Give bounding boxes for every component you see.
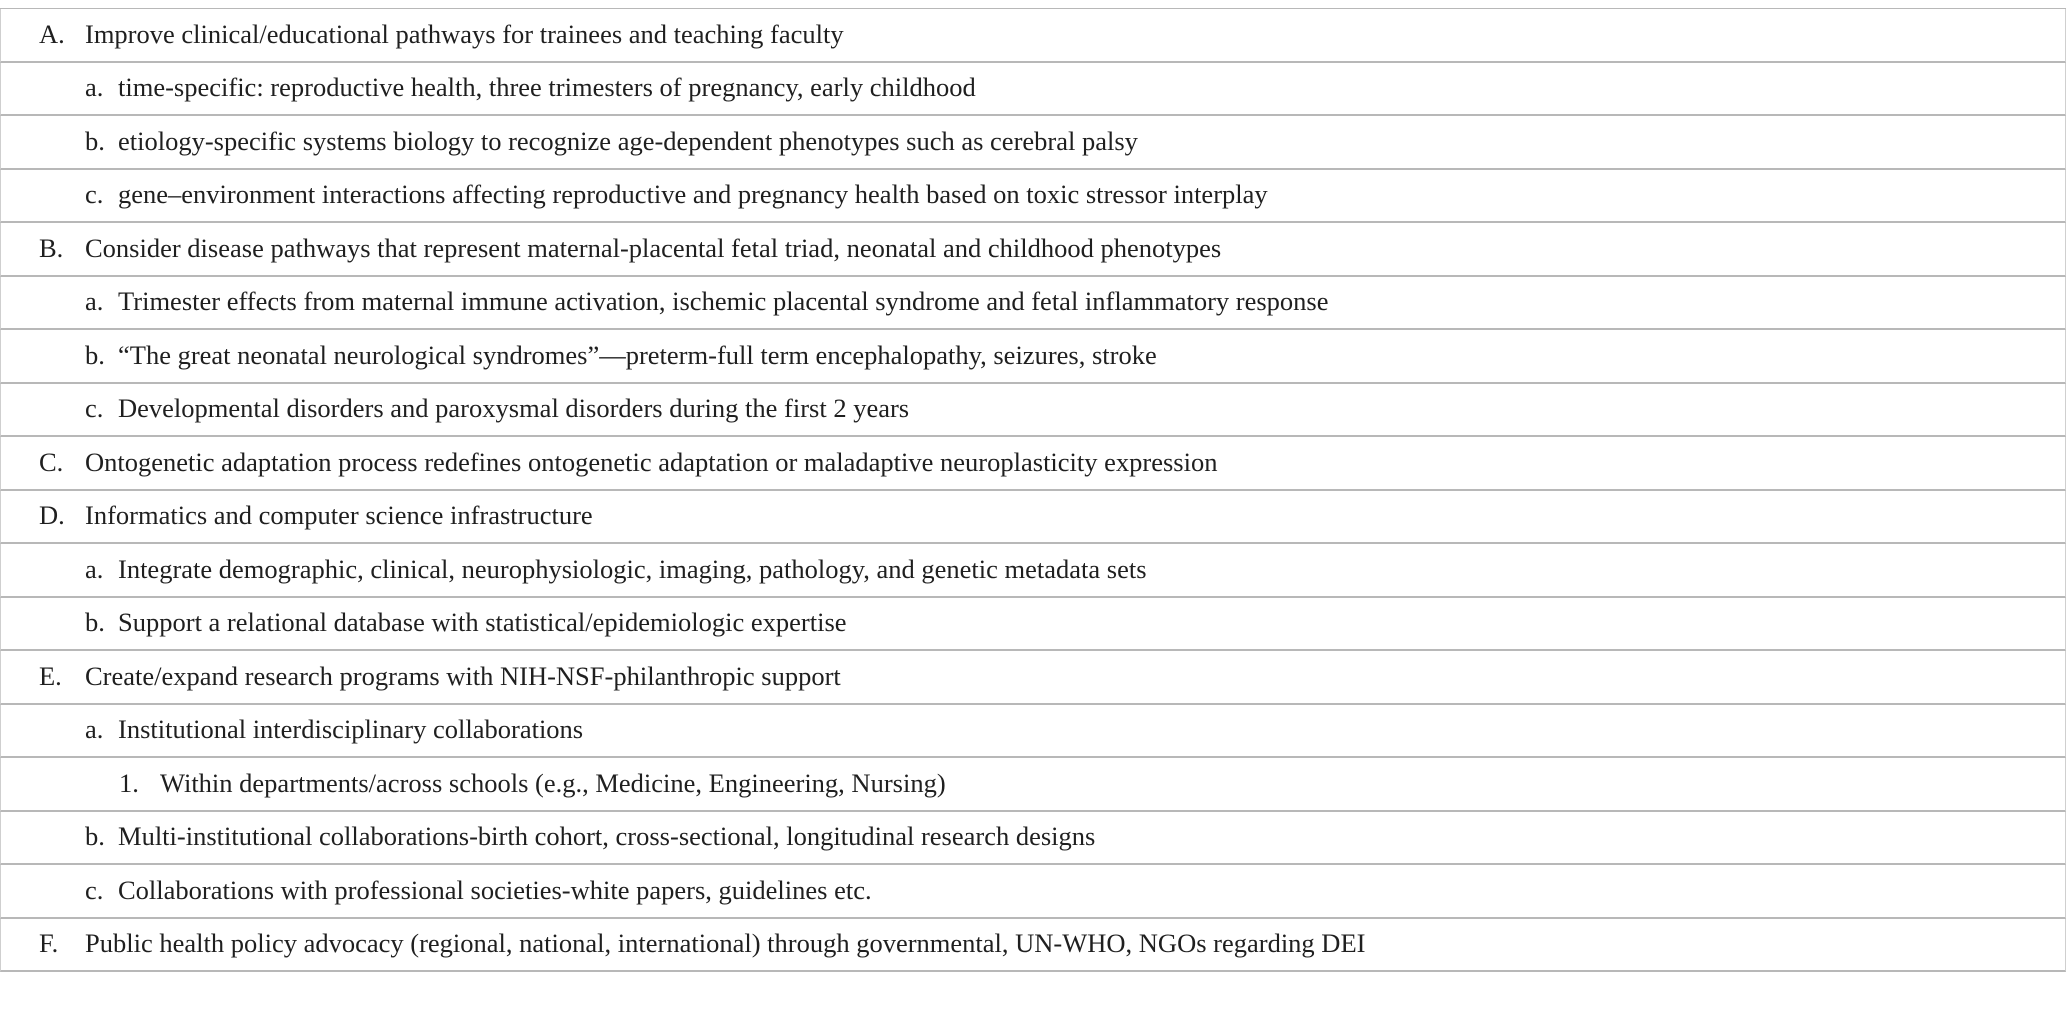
table-row — [0, 919, 2066, 973]
row-text: Developmental disorders and paroxysmal disorders during the first 2 years — [118, 393, 910, 424]
row-text: Create/expand research programs with NIH-NSF-philanthropic support — [85, 660, 841, 691]
table-row — [0, 330, 2066, 384]
table-row — [0, 437, 2066, 491]
row-text: Consider disease pathways that represent maternal-placental fetal triad, neonatal and childhood phenotypes — [85, 232, 1222, 263]
row-text: Ontogenetic adaptation process redefines ontogenetic adaptation or maladaptive neuroplasticity expression — [85, 446, 1218, 477]
row-text: Trimester effects from maternal immune activation, ischemic placental syndrome and fetal inflammatory response — [118, 286, 1329, 317]
row-text: Public health policy advocacy (regional, national, international) through governmental, UN-WHO, NGOs regarding DEI — [85, 928, 1366, 959]
table-row — [0, 812, 2066, 866]
list-marker: a. — [85, 714, 104, 745]
row-text: Improve clinical/educational pathways for trainees and teaching faculty — [85, 18, 844, 49]
row-text: etiology-specific systems biology to recognize age-dependent phenotypes such as cerebral palsy — [118, 125, 1138, 156]
row-text: Multi-institutional collaborations-birth cohort, cross-sectional, longitudinal research designs — [118, 821, 1096, 852]
list-marker: b. — [85, 607, 105, 638]
list-marker: b. — [85, 339, 105, 370]
table-row — [0, 865, 2066, 919]
table-row — [0, 705, 2066, 759]
table-row — [0, 651, 2066, 705]
list-marker: c. — [85, 179, 104, 210]
list-marker: B. — [39, 232, 64, 263]
list-marker: c. — [85, 874, 104, 905]
table-row — [0, 170, 2066, 224]
row-text: Within departments/across schools (e.g., Medicine, Engineering, Nursing) — [160, 767, 946, 798]
row-text: Support a relational database with statistical/epidemiologic expertise — [118, 607, 847, 638]
row-text: Institutional interdisciplinary collaborations — [118, 714, 584, 745]
table-row — [0, 9, 2066, 63]
list-marker: b. — [85, 821, 105, 852]
table-row — [0, 544, 2066, 598]
list-marker: b. — [85, 125, 105, 156]
outline-table — [0, 8, 2066, 972]
table-row — [0, 384, 2066, 438]
table-row — [0, 223, 2066, 277]
list-marker: E. — [39, 660, 62, 691]
list-marker: F. — [39, 928, 59, 959]
list-marker: D. — [39, 500, 65, 531]
row-text: gene–environment interactions affecting reproductive and pregnancy health based on toxic stressor interplay — [118, 179, 1268, 210]
list-marker: C. — [39, 446, 64, 477]
list-marker: 1. — [119, 767, 139, 798]
row-text: Collaborations with professional societies-white papers, guidelines etc. — [118, 874, 872, 905]
row-text: Informatics and computer science infrastructure — [85, 500, 593, 531]
table-row — [0, 116, 2066, 170]
table-row — [0, 63, 2066, 117]
table-row — [0, 758, 2066, 812]
list-marker: c. — [85, 393, 104, 424]
table-row — [0, 598, 2066, 652]
table-row — [0, 491, 2066, 545]
row-text: time-specific: reproductive health, three trimesters of pregnancy, early childhood — [118, 72, 976, 103]
list-marker: a. — [85, 553, 104, 584]
list-marker: A. — [39, 18, 65, 49]
table-row — [0, 277, 2066, 331]
row-text: “The great neonatal neurological syndromes”—preterm-full term encephalopathy, seizures, stroke — [118, 339, 1157, 370]
list-marker: a. — [85, 286, 104, 317]
list-marker: a. — [85, 72, 104, 103]
row-text: Integrate demographic, clinical, neurophysiologic, imaging, pathology, and genetic metadata sets — [118, 553, 1147, 584]
